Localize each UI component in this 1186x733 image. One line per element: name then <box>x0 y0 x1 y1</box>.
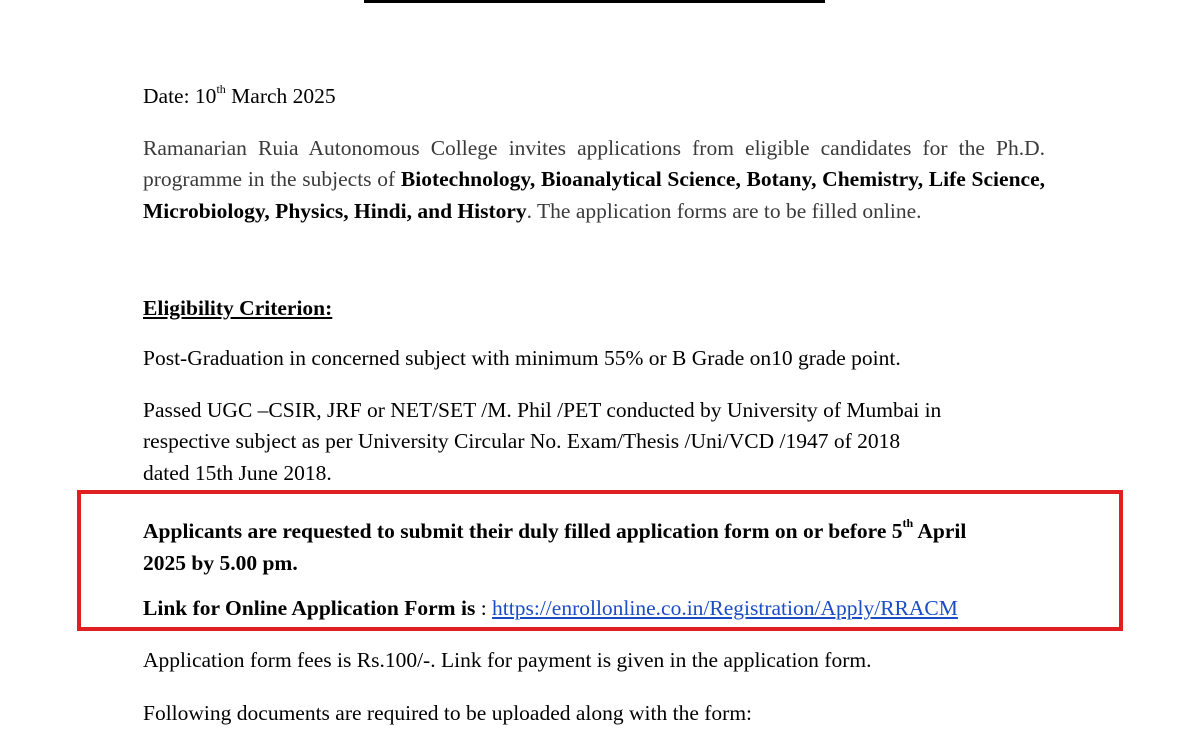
application-link-line <box>143 593 958 625</box>
documents-line: Following documents are required to be uploaded along with the form: <box>143 701 753 725</box>
date-suffix: March 2025 <box>225 84 336 109</box>
deadline-line2: 2025 by 5.00 pm. <box>143 551 298 576</box>
intro-part1: Ramanarian Ruia Autonomous College invites applications from eligible candidates for the Ph.D. programme in the subjects of <box>143 136 1045 192</box>
application-link-label: Link for Online Application Form is <box>143 596 476 620</box>
deadline-line1-prefix: Applicants are requested to submit their duly filled application form on or before 5 <box>143 519 903 544</box>
application-form-link[interactable]: https://enrollonline.co.in/Registration/Apply/RRACM <box>492 596 958 620</box>
date-sup: th <box>216 82 226 96</box>
deadline-line1 <box>143 510 966 547</box>
date-prefix: Date: 10 <box>143 84 217 109</box>
application-link-separator: : <box>475 596 493 620</box>
deadline-notice <box>143 510 966 579</box>
date-line <box>143 76 336 113</box>
deadline-line1-suffix: April <box>913 519 967 544</box>
criterion-2-line2: respective subject as per University Circular No. Exam/Thesis /Uni/VCD /1947 of 2018 <box>143 429 901 454</box>
intro-paragraph <box>143 133 1045 227</box>
fees-line: Application form fees is Rs.100/-. Link for payment is given in the application form. <box>143 648 872 672</box>
deadline-sup: th <box>902 516 914 530</box>
criterion-2-line1: Passed UGC –CSIR, JRF or NET/SET /M. Phil /PET conducted by University of Mumbai in <box>143 398 942 422</box>
intro-part2: . The application forms are to be filled online. <box>526 198 922 223</box>
eligibility-heading: Eligibility Criterion: <box>143 296 333 320</box>
top-rule <box>364 0 825 3</box>
criterion-2 <box>143 395 941 489</box>
criterion-2-line3: dated 15th June 2018. <box>143 460 332 485</box>
intro-subjects: Biotechnology, Bioanalytical Science, Botany, Chemistry, Life Science, Microbiology, Physics, Hindi, and History <box>143 167 1045 223</box>
criterion-1: Post-Graduation in concerned subject with minimum 55% or B Grade on10 grade point. <box>143 346 901 370</box>
